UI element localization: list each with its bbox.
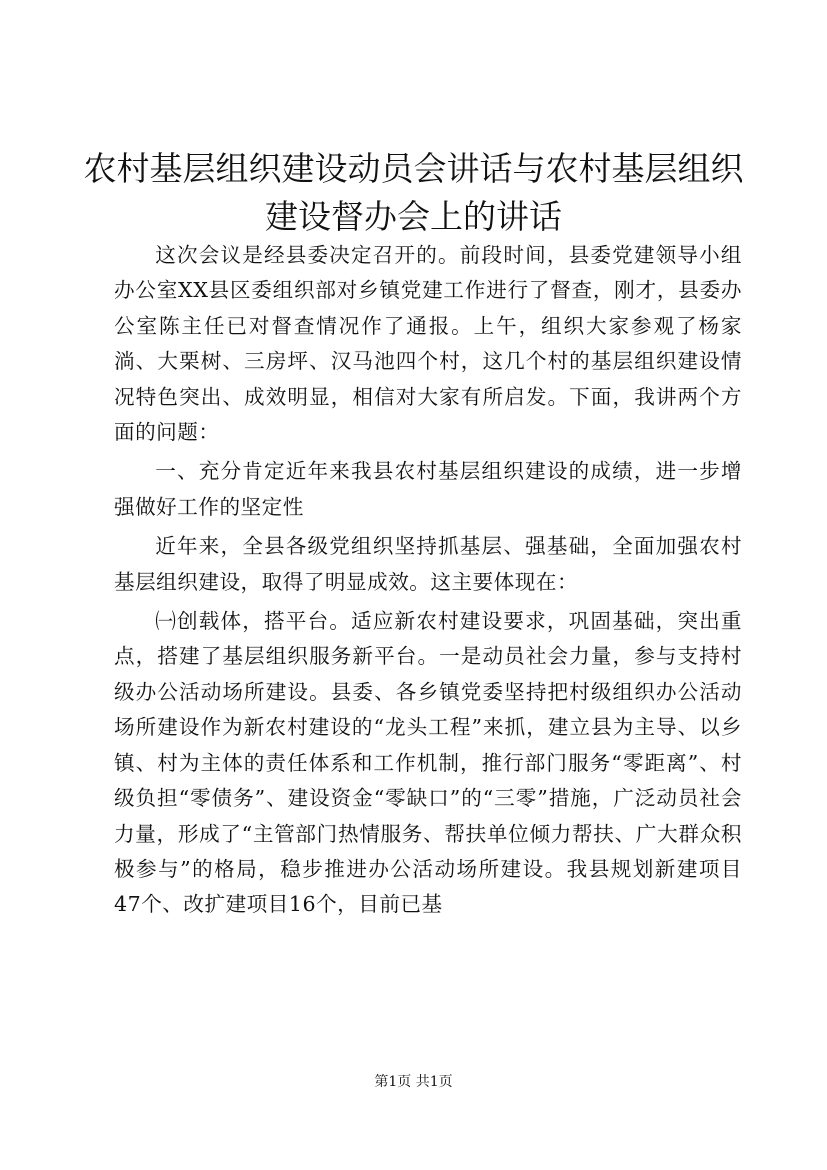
paragraph-achievements: 近年来，全县各级党组织坚持抓基层、强基础，全面加强农村基层组织建设，取得了明显成效。这主要体现在： <box>114 534 742 594</box>
title-line-1: 农村基层组织建设动员会讲话与农村基层组织 <box>83 149 744 188</box>
document-body <box>114 238 742 923</box>
document-title <box>80 145 747 241</box>
page-number: 第1页 共1页 <box>374 1074 453 1090</box>
paragraph-intro: 这次会议是经县委决定召开的。前段时间，县委党建领导小组办公室XX县区委组织部对乡镇党建工作进行了督查，刚才，县委办公室陈主任已对督查情况作了通报。上午，组织大家参观了杨家淌、大栗树、三房坪、汉马池四个村，这几个村的基层组织建设情况特色突出、成效明显，相信对大家有所启发。下面，我讲两个方面的问题： <box>114 243 742 445</box>
paragraph-platform: ㈠创载体，搭平台。适应新农村建设要求，巩固基础，突出重点，搭建了基层组织服务新平台。一是动员社会力量，参与支持村级办公活动场所建设。县委、各乡镇党委坚持把村级组织办公活动场所建设作为新农村建设的“龙头工程”来抓，建立县为主导、以乡镇、村为主体的责任体系和工作机制，推行部门服务“零距离”、村级负担“零债务”、建设资金“零缺口”的“三零”措施，广泛动员社会力量，形成了“主管部门热情服务、帮扶单位倾力帮扶、广大群众积极参与”的格局，稳步推进办公活动场所建设。我县规划新建项目47个、改扩建项目16个，目前已基 <box>114 609 742 917</box>
page-footer <box>0 1072 827 1092</box>
section-heading-1: 一、充分肯定近年来我县农村基层组织建设的成绩，进一步增强做好工作的坚定性 <box>114 459 742 519</box>
title-line-2: 建设督办会上的讲话 <box>265 197 562 236</box>
